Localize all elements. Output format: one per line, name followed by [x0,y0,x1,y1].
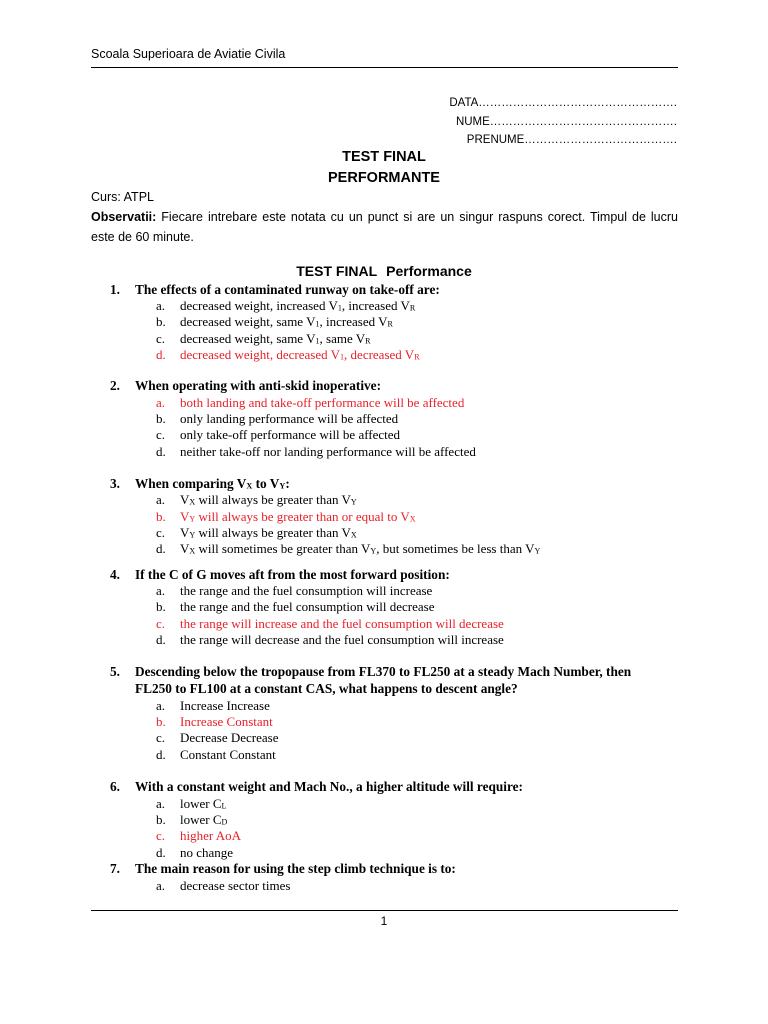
question-6 [110,779,670,796]
answer-option[interactable] [156,747,276,763]
question-text: When operating with anti-skid inoperative: [135,378,382,393]
answer-option[interactable] [156,427,400,443]
question-7 [110,861,670,878]
option-letter: c. [156,828,166,843]
answer-option[interactable] [156,845,233,861]
option-text: Constant Constant [180,747,276,762]
observations-text: Fiecare intrebare este notata cu un punct si are un singur raspuns corect. Timpul de lucru este de 60 minute. [91,210,678,244]
question-text: Descending below the tropopause from FL370 to FL250 at a steady Mach Number, then FL250 to FL100 at a constant CAS, what happens to descent angle? [135,664,632,696]
section-title-part1: TEST FINAL [296,263,378,279]
answer-option[interactable] [156,492,357,510]
document-subtitle: PERFORMANTE [328,170,440,186]
option-text: decreased weight, decreased $V_1$, decreased $V_R$ [180,347,420,362]
option-letter: a. [156,698,166,713]
question-number: 1. [110,282,120,297]
option-text: $V_Y$ will always be greater than $V_X$ [180,525,357,540]
observations [91,207,678,247]
option-text: no change [180,845,234,860]
observations-label: Observatii: [91,210,157,224]
option-text: higher AoA [180,828,242,843]
option-letter: c. [156,730,166,745]
header-rule [91,67,678,68]
option-text: Decrease Decrease [180,730,279,745]
answer-option-correct[interactable] [156,395,464,411]
answer-option[interactable] [156,730,279,746]
option-text: decreased weight, increased $V_1$, increased $V_R$ [180,298,416,313]
answer-option[interactable] [156,541,540,559]
option-letter: c. [156,427,166,442]
question-text: If the C of G moves aft from the most forward position: [135,567,450,582]
option-letter: c. [156,331,166,346]
option-text: decrease sector times [180,878,291,893]
question-number: 5. [110,664,120,679]
option-letter: b. [156,599,166,614]
option-letter: a. [156,878,166,893]
course-label: Curs: ATPL [91,190,154,204]
answer-option[interactable] [156,632,504,648]
question-number: 6. [110,779,120,794]
option-text: neither take-off nor landing performance will be affected [180,444,476,459]
question-1 [110,282,670,299]
option-text: Increase Increase [180,698,270,713]
answer-option[interactable] [156,444,476,460]
question-text: The effects of a contaminated runway on take-off are: [135,282,440,297]
answer-option-correct[interactable] [156,714,273,730]
field-data[interactable]: DATA……………………………………………. [449,97,677,109]
option-letter: b. [156,314,166,329]
option-letter: c. [156,525,166,540]
question-4 [110,567,670,584]
option-letter: c. [156,616,166,631]
option-text: $V_X$ will sometimes be greater than $V_Y$, but sometimes be less than $V_Y$ [180,541,541,556]
option-letter: a. [156,583,166,598]
option-text: only take-off performance will be affected [180,427,401,442]
option-letter: b. [156,411,166,426]
question-number: 3. [110,476,120,491]
field-prenume[interactable]: PRENUME…………………………………. [466,134,677,146]
answer-option[interactable] [156,878,290,894]
option-letter: d. [156,845,166,860]
footer-rule [91,910,678,911]
option-letter: d. [156,444,166,459]
option-letter: b. [156,714,166,729]
option-text: the range and the fuel consumption will increase [180,583,433,598]
question-number: 7. [110,861,120,876]
answer-option[interactable] [156,314,393,332]
answer-option-correct[interactable] [156,828,241,844]
option-letter: d. [156,747,166,762]
question-number: 2. [110,378,120,393]
option-letter: b. [156,812,166,827]
option-text: lower $C_L$ [180,796,227,811]
question-5 [110,664,670,697]
option-letter: d. [156,632,166,647]
option-letter: d. [156,347,166,362]
question-text: When comparing $V_X$ to $V_Y$: [135,476,290,491]
answer-option[interactable] [156,411,398,427]
option-text: lower $C_D$ [180,812,228,827]
option-text: the range will increase and the fuel consumption will decrease [180,616,504,631]
answer-option[interactable] [156,583,432,599]
answer-option[interactable] [156,599,435,615]
option-letter: d. [156,541,166,556]
option-text: the range and the fuel consumption will decrease [180,599,435,614]
option-text: $V_X$ will always be greater than $V_Y$ [180,492,357,507]
option-text: both landing and take-off performance will be affected [180,395,465,410]
document-title: TEST FINAL [342,149,426,165]
answer-option-correct[interactable] [156,347,420,365]
option-letter: a. [156,492,166,507]
option-text: decreased weight, same $V_1$, increased $V_R$ [180,314,393,329]
answer-option[interactable] [156,698,270,714]
question-number: 4. [110,567,120,582]
section-title-part2: Performance [386,263,472,279]
option-text: only landing performance will be affected [180,411,399,426]
section-title [0,263,768,279]
field-nume[interactable]: NUME…………………………………………. [455,115,677,128]
option-text: the range will decrease and the fuel consumption will increase [180,632,504,647]
option-text: $V_Y$ will always be greater than or equal to $V_X$ [180,509,416,524]
answer-option-correct[interactable] [156,616,504,632]
option-text: Increase Constant [180,714,273,729]
option-letter: a. [156,796,166,811]
option-letter: a. [156,298,166,313]
question-2 [110,378,670,395]
option-letter: b. [156,509,166,524]
question-text: The main reason for using the step climb technique is to: [135,861,456,876]
student-fields [449,94,677,150]
running-header: Scoala Superioara de Aviatie Civila [91,47,286,61]
page-number: 1 [380,914,388,928]
question-text: With a constant weight and Mach No., a higher altitude will require: [135,779,523,794]
option-letter: a. [156,395,166,410]
option-text: decreased weight, same $V_1$, same $V_R$ [180,331,371,346]
